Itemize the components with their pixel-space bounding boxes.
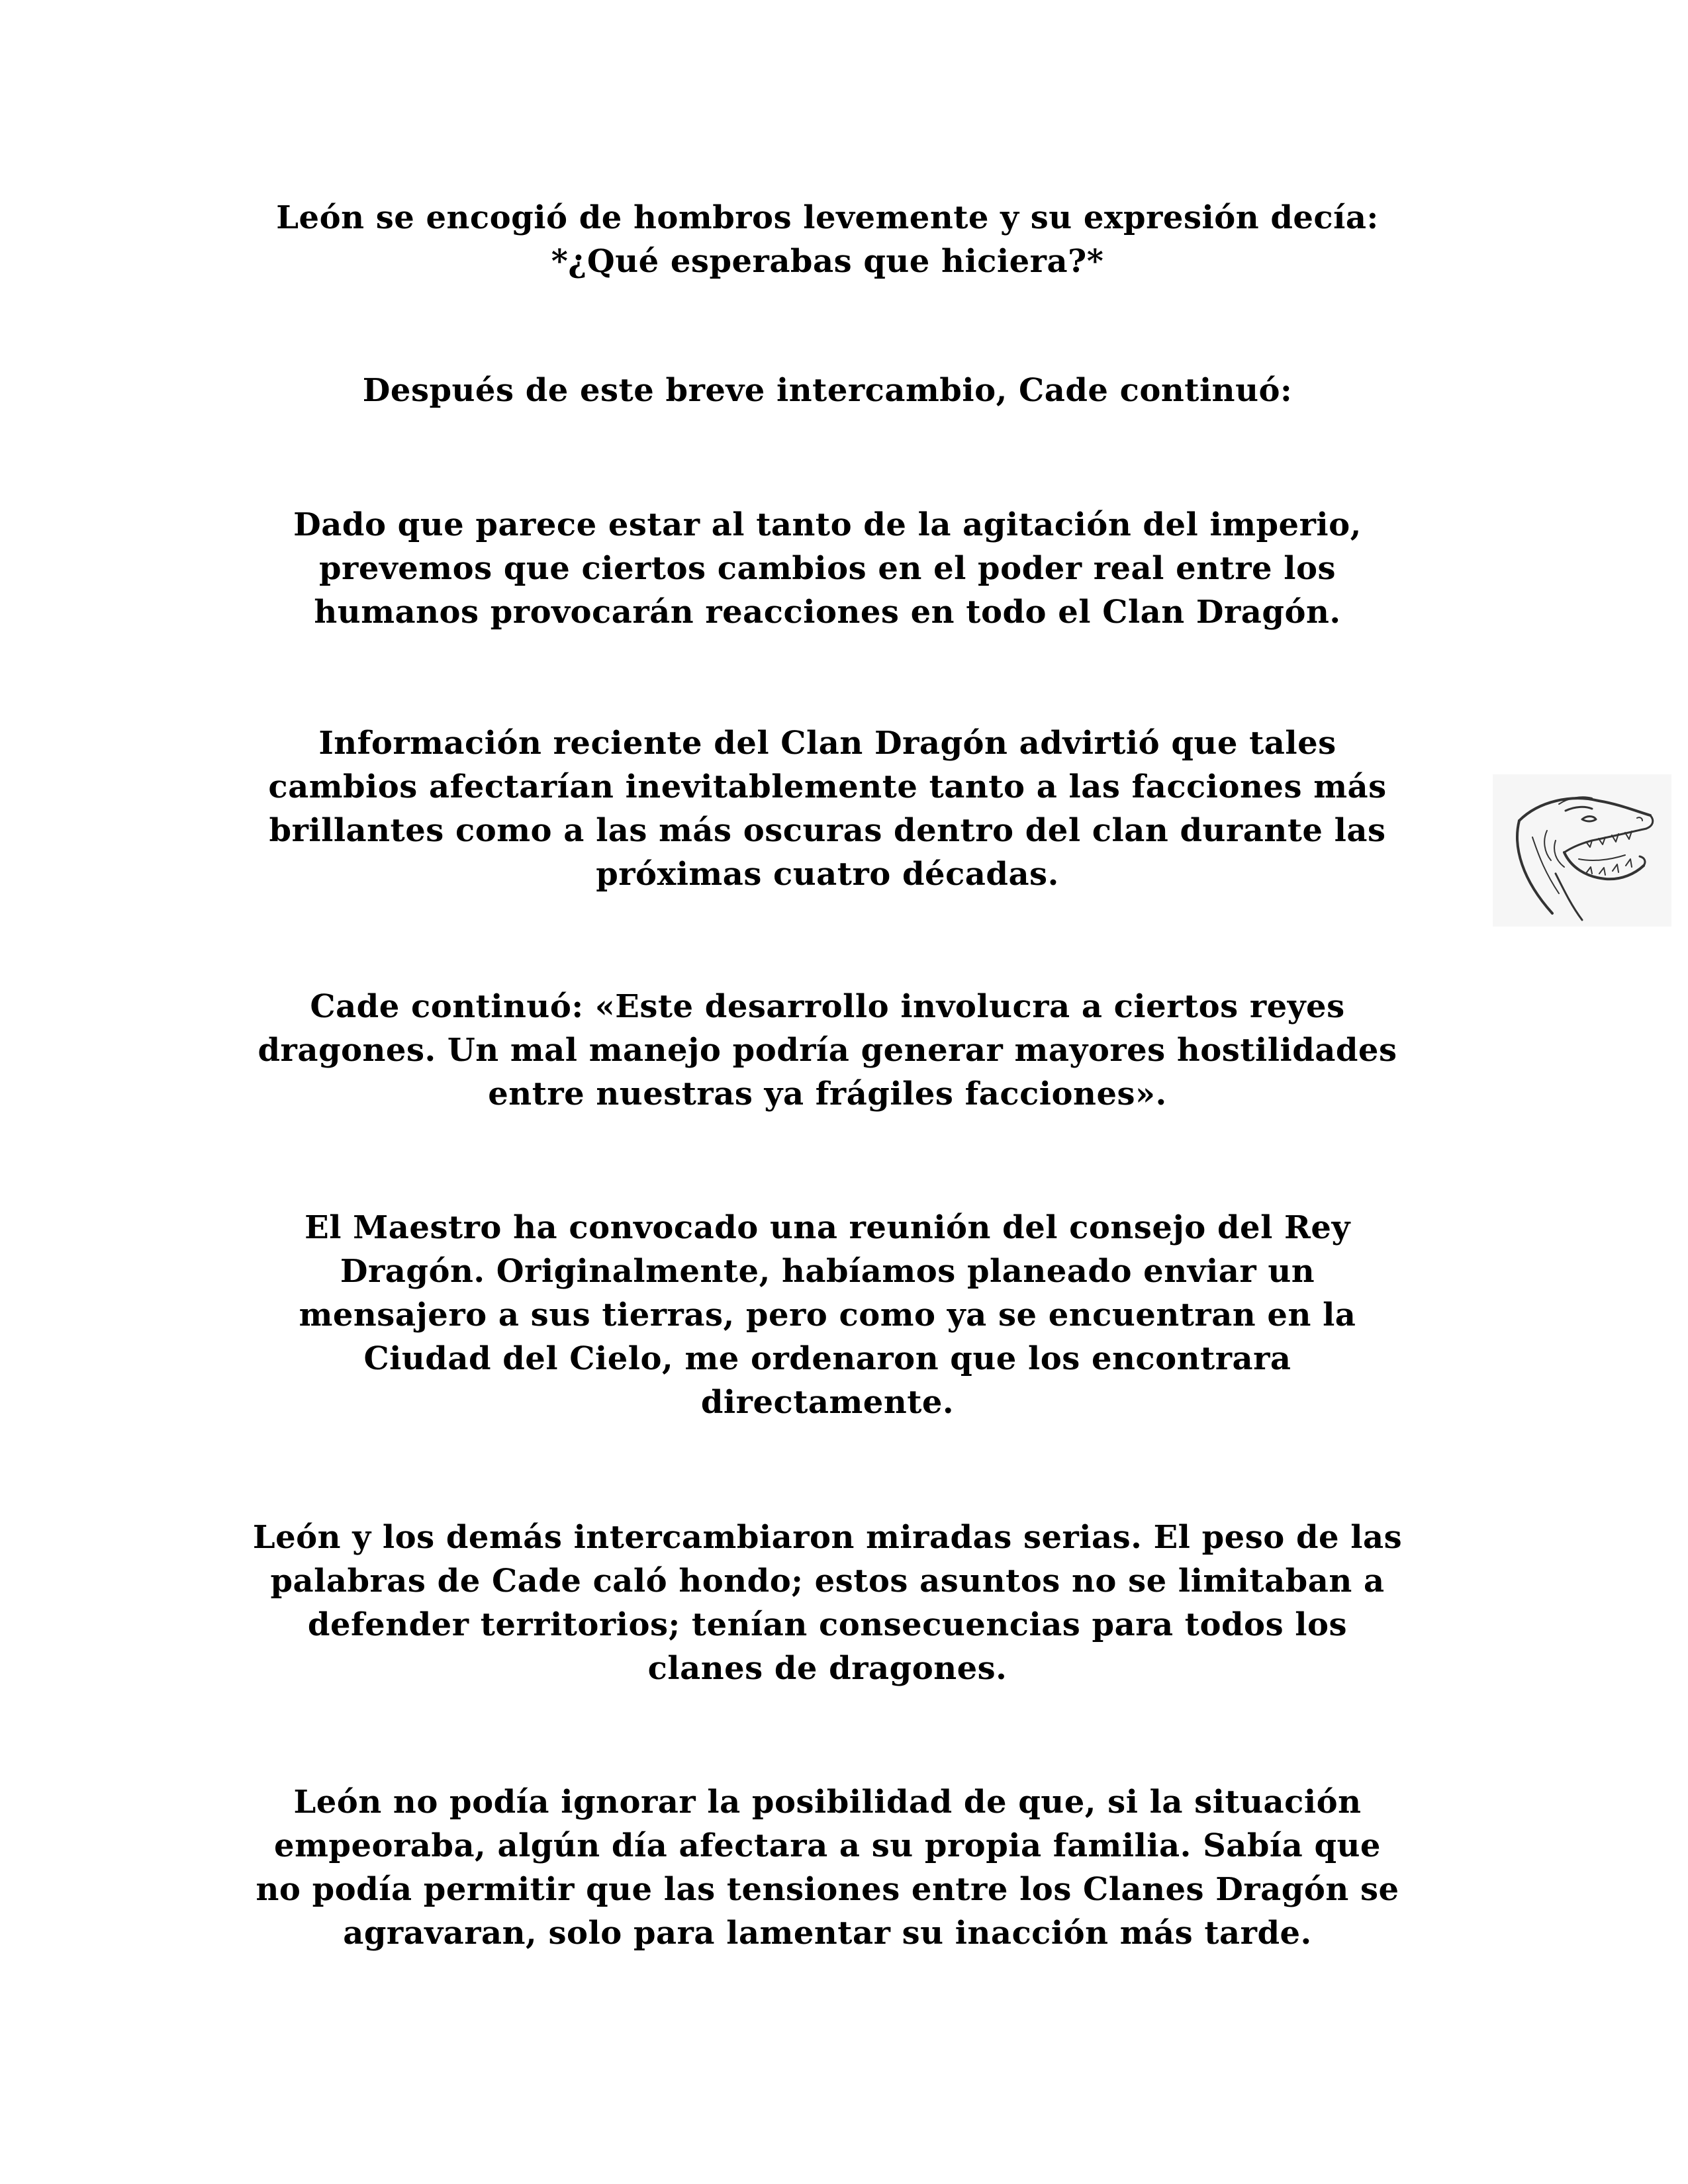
paragraph-7: León y los demás intercambiaron miradas serias. El peso de las palabras de Cade caló hondo; estos asuntos no se limitaban a defender territorios; tenían consecuencias para todos los clanes de dragones. — [252, 1519, 1403, 1687]
paragraph-4: Información reciente del Clan Dragón advirtió que tales cambios afectarían inevitablemente tanto a las facciones más brillantes como a las más oscuras dentro del clan durante las próximas cuatro décadas. — [268, 725, 1387, 893]
paragraph-1: León se encogió de hombros levemente y su expresión decía: *¿Qué esperabas que hiciera?* — [276, 199, 1379, 280]
paragraph-5: Cade continuó: «Este desarrollo involucra a ciertos reyes dragones. Un mal manejo podría generar mayores hostilidades entre nuestras ya frágiles facciones». — [258, 988, 1397, 1113]
dragon-head-sketch-icon — [1493, 774, 1671, 927]
paragraph-6: El Maestro ha convocado una reunión del consejo del Rey Dragón. Originalmente, habíamos planeado enviar un mensajero a sus tierras, pero como ya se encuentran en la Ciudad del Cielo, me ordenaron que los encontrara directamente. — [299, 1209, 1356, 1421]
paragraph-3: Dado que parece estar al tanto de la agitación del imperio, prevemos que ciertos cambios en el poder real entre los humanos provocarán reacciones en todo el Clan Dragón. — [293, 506, 1362, 631]
paragraph-2: Después de este breve intercambio, Cade continuó: — [362, 372, 1293, 409]
paragraph-8: León no podía ignorar la posibilidad de que, si la situación empeoraba, algún día afectara a su propia familia. Sabía que no podía permitir que las tensiones entre los Clanes Dragón se agravaran, solo para lamentar su inacción más tarde. — [256, 1784, 1399, 1952]
